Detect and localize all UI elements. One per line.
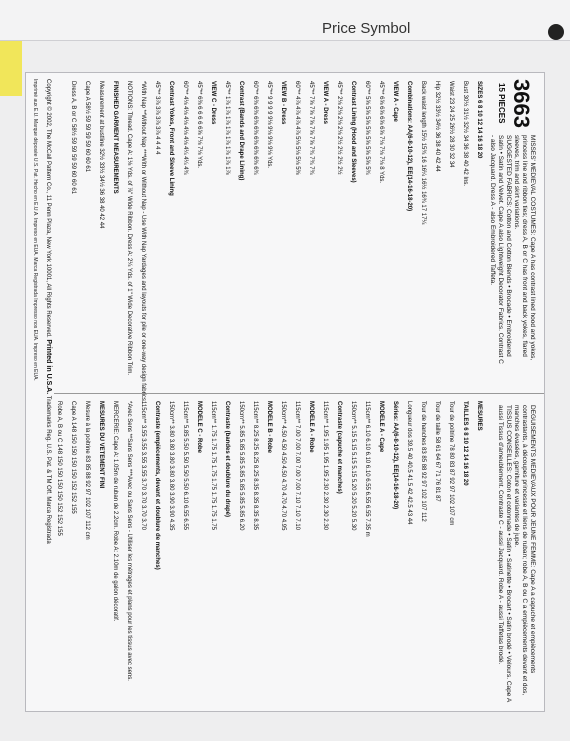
section-heading: SIZES 6 8 10 12 14 16 18 20 [476, 81, 482, 159]
measurement-row: 45"** 9 9 9 9 9⅛ 9⅛ 9⅛ 9⅛ Yds. [266, 81, 272, 169]
section-heading: Contrast Lining (Hood and Sleeves) [350, 81, 356, 183]
measurement-row: 150cm** 5.15 5.15 5.15 5.15 5.20 5.20 5.20 5.30 [350, 401, 356, 531]
section-heading: MESURES [476, 401, 482, 431]
price-dot-icon [548, 24, 564, 40]
fabrics-text: SUGGESTED FABRICS: Cotton and Cotton Blends • Brocade • Embroidered Satin • Satin and Velvet. Cape A also Lightweight Decorator Fabrics. Contrast C - also Jacquard. Dress A - also Embroidered Taffeta. [489, 135, 512, 364]
section-heading: MODELE A - Cape [378, 401, 384, 453]
section-heading: FINISHED GARMENT MEASUREMENTS [112, 81, 118, 194]
section-heading: MODELE B - Robe [266, 401, 272, 453]
measurement-row: 115cm** 7.00 7.00 7.00 7.00 7.00 7.10 7.10 7.10 [294, 401, 300, 530]
measurement-row: 115cm** 1.75 1.75 1.75 1.75 1.75 1.75 1.75 1.75 [210, 401, 216, 530]
envelope-top [0, 0, 570, 41]
measurement-row: Tour de hanches 83 85 88 92 97 102 107 112 [420, 401, 426, 522]
measurement-row: Longueur dos 39.5 40 40.5 41.5 42 42.5 43 44 [406, 401, 412, 525]
section-heading: Contrast Yokes, Front and Sleeve Lining [168, 81, 174, 196]
measurement-row: *With Nap **Without Nap ***With or Without Nap - Use With Nap Yardages and layouts for pile or one-way design fabrics. [140, 81, 146, 403]
section-heading: TAILLES 6 8 10 12 14 16 18 20 [462, 401, 468, 486]
measurement-row: Hip 32½ 33½ 34½ 36 38 40 42 44 [434, 81, 440, 172]
section-heading: Contrast (Bands and Drape Lining) [238, 81, 244, 181]
measurement-row: Back waist length 15½ 15¾ 16 16¼ 16½ 16¾ 17 17¼ [420, 81, 426, 225]
measurement-row: 115cm** 3.55 3.55 3.55 3.55 3.70 3.70 3.70 3.70 [140, 401, 146, 530]
section-heading: VIEW A - Dress [322, 81, 328, 124]
measurement-row: 45"** 2⅛ 2⅛ 2⅛ 2⅛ 2½ 2½ 2½ 2½ [336, 81, 342, 175]
measurement-row: 45"** 3⅞ 3⅞ 3⅞ 3⅞ 4 4 4 4 [154, 81, 160, 155]
measurement-row: MERCERIE: Cape A: 1.05m de ruban de 2.2cm. Robe A: 2.10m de galon décoratif. [112, 401, 118, 622]
fabrics-fr-text: TISSUS CONSEILLES: Coton et cotonnade • Satin • Satinette • Brocart • Satin brodé • Velours. Cape A aussi Tissus d'ameublement. Contraste C - aussi Jacquard. Robe A - aussi Taffetas brodé. [497, 405, 512, 702]
measurement-row: NOTIONS: Thread. Cape A: 1⅛ Yds. of ⅞" Wide Ribbon. Dress A: 2¼ Yds. of 1" Wide Decorative Ribbon Trim. [126, 81, 132, 376]
measurement-row: Dress A, B or C 58½ 59 59 59 59 60 60 61 [70, 81, 76, 195]
section-heading: VIEW B - Dress [280, 81, 286, 125]
section-heading: MODELE C - Robe [196, 401, 202, 453]
measurement-row: 150cm** 3.80 3.80 3.80 3.80 3.80 3.90 3.90 4.35 [168, 401, 174, 531]
measurement-row: 150cm** 5.85 5.85 5.85 5.85 5.85 5.85 5.85 6.20 [238, 401, 244, 531]
pieces-count: 15 PIECES [497, 83, 506, 124]
measurement-row: 115cm** 1.95 1.95 1.95 1.95 2.30 2.30 2.30 2.30 [322, 401, 328, 530]
footnote-text: Imprimé aux E.U. Marque déposée U.S. Pat. Hecho en E.U.A. Impreso en EUA. Marca Registrada Impresso nos EUA. Impreso en EUA. [32, 79, 38, 381]
measurement-row: 60"** 6⅜ 6⅜ 6⅜ 6⅜ 6⅜ 6⅜ 6⅜ 6¾ [252, 81, 258, 175]
measurement-row: Tour de taille 58 61 64 67 71 76 81 87 [434, 401, 440, 502]
measurement-row: 60"** 4⅞ 4⅞ 4⅞ 4⅞ 5⅛ 5⅛ 5⅛ 5⅜ [294, 81, 300, 175]
copyright-line [45, 79, 52, 544]
column-divider [54, 393, 544, 394]
measurement-row: 115cm** 8.25 8.25 8.25 8.25 8.35 8.35 8.35 8.35 [252, 401, 258, 530]
section-heading: Contraste (bandes et doublure du drapé) [224, 401, 230, 518]
description-text: MISSES' MEDIEVAL COSTUMES: Cape A has contrast lined hood and yokes, princess line and ribbon ties; dress A, B or C has front and back yokes, flared sleeves, trim and skirt variations. [513, 135, 536, 361]
measurement-row: 45"** 6⅜ 6 6 6 6 6⅝ 7⅛ 7⅛ Yds. [196, 81, 202, 169]
measurement-row: 45"** 6⅝ 6⅝ 6⅝ 6⅝ 7⅛ 7⅛ 7⅛ 8 Yds. [378, 81, 384, 184]
section-heading: Séries: AA(6-8-10-12), EE(14-16-18-20) [392, 401, 398, 510]
description-en [488, 135, 536, 365]
measurement-row: 150cm** 4.50 4.50 4.50 4.50 4.70 4.70 4.70 4.95 [280, 401, 286, 531]
pattern-info-sheet [25, 72, 545, 712]
measurement-row: Measurement at bustline 32½ 33½ 34½ 36 38 40 42 44 [98, 81, 104, 229]
section-heading: MESURES DU VETEMENT FINI [98, 401, 104, 489]
measurement-row: Tour de poitrine 78 80 83 87 92 97 102 107 cm [448, 401, 454, 526]
measurement-row: 45"** 1⅞ 1⅞ 1⅞ 1⅞ 1⅞ 1⅞ 1⅞ 1⅞ [224, 81, 230, 175]
measurement-row: *Avec Sens **Sans Sens ***Avec ou Sans Sens - Utiliser les métrages et plans pour les tissus avec sens. [126, 401, 132, 681]
measurement-row: 45"** 7⅝ 7⅝ 7⅝ 7⅝ 7⅝ 7¾ 7¾ 7¾ [308, 81, 314, 175]
copyright-text: Copyright © 2002, The McCall Pattern Co., 11 Penn Plaza, New York 10001, All Rights Reserved. [45, 79, 51, 338]
measurement-row: 115cm** 6.10 6.10 6.10 6.10 6.55 6.55 6.55 7.35 m [364, 401, 370, 537]
measurement-row: 60"** 5⅝ 5⅝ 5⅝ 5⅝ 5⅝ 5⅝ 5⅝ 5¾ [364, 81, 370, 175]
measurement-row: Robe A, B ou C 148 150 150 150 150 152 152 155 [56, 401, 62, 536]
rotated-back-sheet [25, 72, 545, 712]
measurement-row: 60"** 4⅛ 4⅛ 4⅛ 4⅛ 4⅛ 4¼ 4¼ 4¾ [182, 81, 188, 175]
trademark-text: Trademarks Reg. U.S. Pat. & TM Off. Marca Registrada [45, 395, 51, 544]
section-heading: Contraste (capuche et manches) [336, 401, 342, 494]
section-heading: MODELE A - Robe [308, 401, 314, 453]
section-heading: VIEW C - Dress [210, 81, 216, 125]
price-symbol-label: Price Symbol [322, 20, 411, 37]
pattern-number: 3663 [509, 79, 534, 128]
printed-in-text: Printed in U.S.A. [45, 339, 52, 395]
measurement-row: 115cm** 5.85 5.50 5.50 5.50 5.50 6.10 6.55 6.55 [182, 401, 188, 530]
measurement-row: Waist 23 24 25 26½ 28 30 32 34 [448, 81, 454, 168]
measurement-row: Mesure à la poitrine 83 85 88 92 97 102 107 112 cm [84, 401, 90, 540]
measurement-row: Cape A 148 150 150 150 150 152 152 155 [70, 401, 76, 514]
measurement-row: Bust 30½ 31½ 32½ 34 36 38 40 42 Ins. [462, 81, 468, 187]
section-heading: VIEW A - Cape [392, 81, 398, 122]
description-fr [496, 405, 536, 705]
description-fr-text: DEGUISEMENTS MEDIEVAUX POUR JEUNE FEMME: Cape A a capuche et empiècements contrastants, à découpes princesse et liens de ruban; robe A, B ou C a empiècements devant et dos, manches évasées, garniture et variantes de jupe. [513, 405, 536, 696]
measurement-row: Cape A 58½ 59 59 59 59 60 60 61 [84, 81, 90, 173]
section-heading: Combinations: AA(6-8-10-12), EE(14-16-18-20) [406, 81, 412, 212]
section-heading: Contraste (empiècements, devant et doublure de manches) [154, 401, 160, 570]
